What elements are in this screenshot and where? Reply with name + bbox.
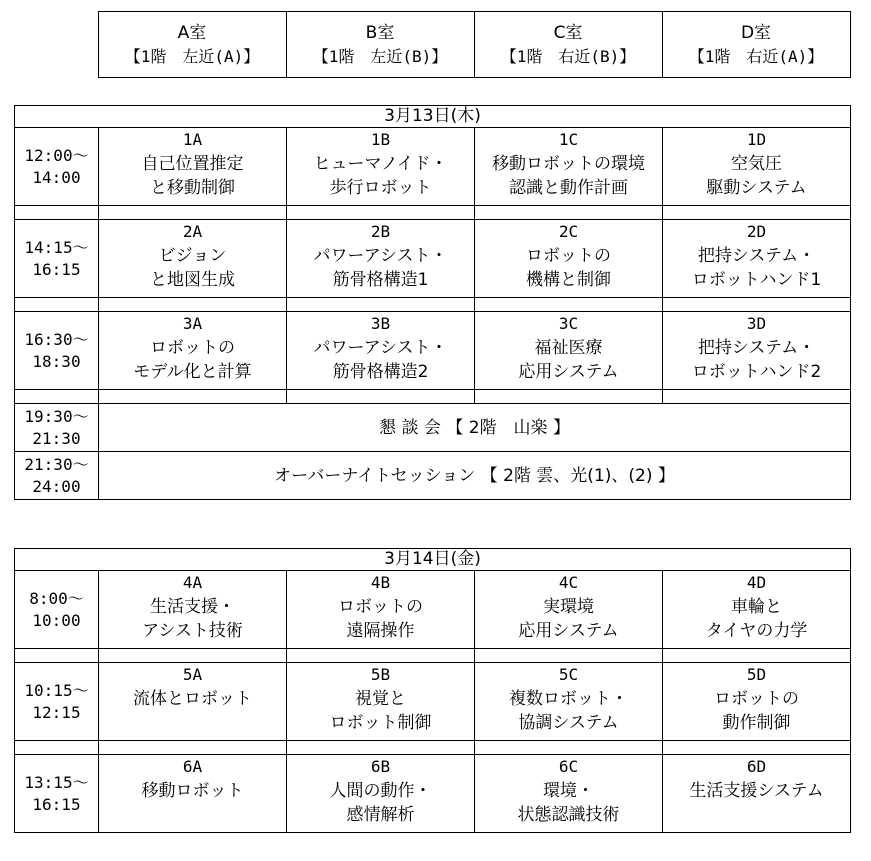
session-cell: 4B ロボットの 遠隔操作 bbox=[287, 571, 475, 649]
session-cell: 5B 視覚と ロボット制御 bbox=[287, 663, 475, 741]
day2-date: 3月14日(金) bbox=[15, 549, 851, 571]
session-cell: 1C 移動ロボットの環境 認識と動作計画 bbox=[475, 128, 663, 206]
table-row bbox=[15, 755, 851, 833]
session-cell: 4A 生活支援・ アシスト技術 bbox=[99, 571, 287, 649]
event-time: 19:30〜 21:30 bbox=[15, 404, 99, 452]
session-cell: 3C 福祉医療 応用システム bbox=[475, 312, 663, 390]
session-cell: 6B 人間の動作・ 感情解析 bbox=[287, 755, 475, 833]
room-location: 【1階 左近(B)】 bbox=[312, 46, 448, 66]
room-header-a bbox=[98, 12, 286, 78]
session-cell: 4D 車輪と タイヤの力学 bbox=[663, 571, 851, 649]
session-cell: 3B パワーアシスト・ 筋骨格構造2 bbox=[287, 312, 475, 390]
room-name: D室 bbox=[740, 22, 772, 43]
table-row bbox=[15, 404, 851, 452]
session-cell: 6D 生活支援システム bbox=[663, 755, 851, 833]
session-cell: 2A ビジョン と地図生成 bbox=[99, 220, 287, 298]
room-name: C室 bbox=[553, 22, 583, 43]
room-location: 【1階 左近(A)】 bbox=[124, 46, 260, 66]
table-row bbox=[15, 128, 851, 206]
day1-date: 3月13日(木) bbox=[15, 106, 851, 128]
session-cell: 6C 環境・ 状態認識技術 bbox=[475, 755, 663, 833]
table-row bbox=[15, 452, 851, 500]
room-location: 【1階 右近(B)】 bbox=[500, 46, 636, 66]
session-cell: 3A ロボットの モデル化と計算 bbox=[99, 312, 287, 390]
slot-time: 10:15〜 12:15 bbox=[15, 663, 99, 741]
slot-time: 12:00〜 14:00 bbox=[15, 128, 99, 206]
session-cell: 5D ロボットの 動作制御 bbox=[663, 663, 851, 741]
banquet-event: 懇 談 会 【 2階 山楽 】 bbox=[99, 404, 851, 452]
room-header-c bbox=[474, 12, 662, 78]
table-row bbox=[15, 312, 851, 390]
day2-schedule-table bbox=[14, 548, 851, 833]
session-cell: 1A 自己位置推定 と移動制御 bbox=[99, 128, 287, 206]
table-row bbox=[15, 663, 851, 741]
slot-time: 16:30〜 18:30 bbox=[15, 312, 99, 390]
session-cell: 4C 実環境 応用システム bbox=[475, 571, 663, 649]
session-cell: 2D 把持システム・ ロボットハンド1 bbox=[663, 220, 851, 298]
room-header-table bbox=[14, 11, 851, 78]
day1-schedule-table bbox=[14, 105, 851, 500]
room-header-d bbox=[662, 12, 850, 78]
session-cell: 5C 複数ロボット・ 協調システム bbox=[475, 663, 663, 741]
overnight-session-event: オーバーナイトセッション 【 2階 雲、光(1)、(2) 】 bbox=[99, 452, 851, 500]
session-cell: 5A 流体とロボット bbox=[99, 663, 287, 741]
session-cell: 1B ヒューマノイド・ 歩行ロボット bbox=[287, 128, 475, 206]
table-row bbox=[15, 571, 851, 649]
slot-time: 14:15〜 16:15 bbox=[15, 220, 99, 298]
room-header-b bbox=[286, 12, 474, 78]
event-time: 21:30〜 24:00 bbox=[15, 452, 99, 500]
room-location: 【1階 右近(A)】 bbox=[688, 46, 824, 66]
session-cell: 3D 把持システム・ ロボットハンド2 bbox=[663, 312, 851, 390]
slot-time: 8:00〜 10:00 bbox=[15, 571, 99, 649]
session-cell: 6A 移動ロボット bbox=[99, 755, 287, 833]
slot-time: 13:15〜 16:15 bbox=[15, 755, 99, 833]
session-cell: 2B パワーアシスト・ 筋骨格構造1 bbox=[287, 220, 475, 298]
table-row bbox=[15, 220, 851, 298]
room-name: A室 bbox=[177, 22, 207, 43]
room-name: B室 bbox=[365, 22, 395, 43]
session-cell: 2C ロボットの 機構と制御 bbox=[475, 220, 663, 298]
session-cell: 1D 空気圧 駆動システム bbox=[663, 128, 851, 206]
